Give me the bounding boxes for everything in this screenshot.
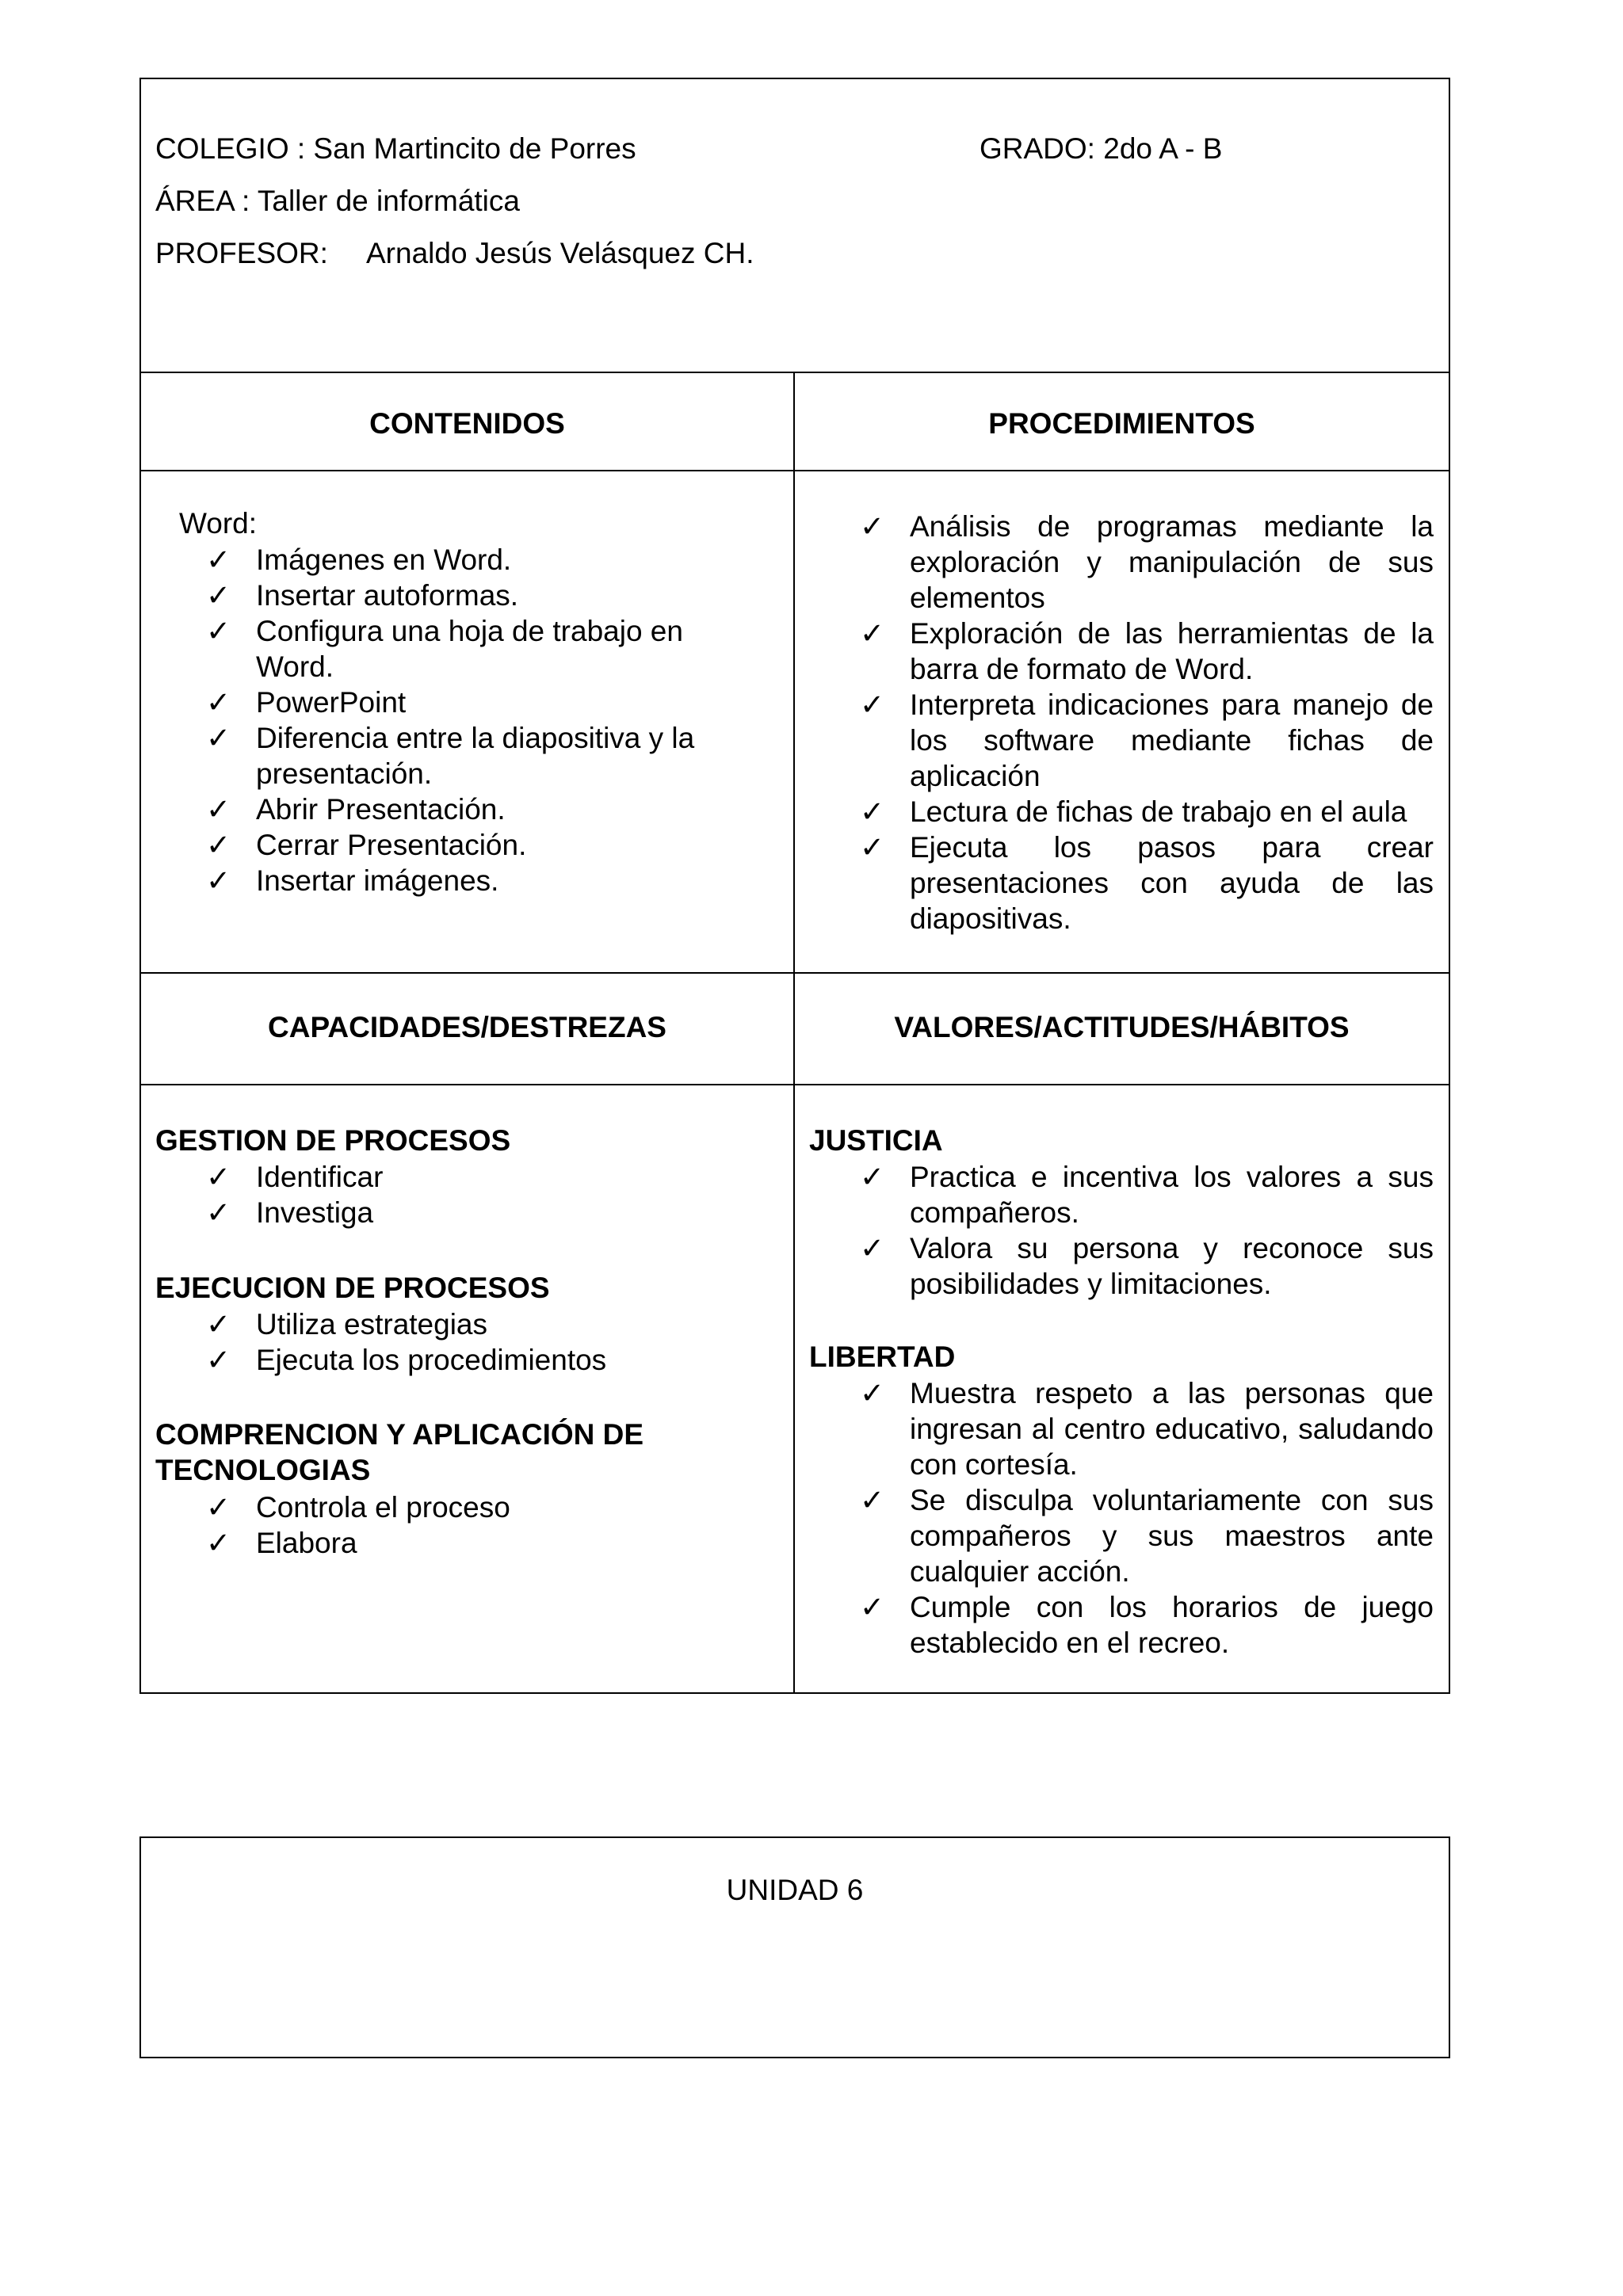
profesor-label: PROFESOR: <box>155 237 328 269</box>
capacidades-list-gestion <box>206 1159 729 1230</box>
section-title: GESTION DE PROCESOS <box>155 1124 511 1157</box>
check-icon: ✓ <box>206 793 231 826</box>
list-item: ✓ Configura una hoja de trabajo en Word. <box>206 615 683 683</box>
list-item: ✓ Se disculpa voluntariamente con sus compañeros y sus maestros ante cualquier acción. <box>860 1484 1434 1588</box>
row-divider-headings-2 <box>139 1084 1450 1085</box>
valores-heading: VALORES/ACTITUDES/HÁBITOS <box>894 1011 1350 1043</box>
procedimientos-heading: PROCEDIMIENTOS <box>988 407 1255 440</box>
check-icon: ✓ <box>206 1491 231 1524</box>
list-item: ✓ Elabora <box>206 1527 357 1559</box>
capacidades-list-ejecucion <box>206 1306 729 1378</box>
list-item: ✓ Valora su persona y reconoce sus posibilidades y limitaciones. <box>860 1232 1434 1300</box>
colegio-label: COLEGIO : San Martincito de Porres <box>155 132 636 165</box>
check-icon: ✓ <box>206 1196 231 1229</box>
list-item: ✓ Ejecuta los procedimientos <box>206 1344 607 1376</box>
valores-list-justicia <box>860 1159 1434 1302</box>
contenidos-list <box>206 542 729 898</box>
list-item: ✓ Cerrar Presentación. <box>206 829 527 861</box>
check-icon: ✓ <box>206 1344 231 1376</box>
area-label: ÁREA : Taller de informática <box>155 185 520 217</box>
check-icon: ✓ <box>860 617 885 650</box>
row-divider-content-1 <box>139 972 1450 974</box>
check-icon: ✓ <box>206 1308 231 1341</box>
check-icon: ✓ <box>206 864 231 897</box>
check-icon: ✓ <box>860 1591 885 1623</box>
list-item: ✓ Diferencia entre la diapositiva y la presentación. <box>206 722 695 790</box>
check-icon: ✓ <box>206 543 231 576</box>
check-icon: ✓ <box>860 831 885 864</box>
check-icon: ✓ <box>206 829 231 861</box>
check-icon: ✓ <box>206 615 231 647</box>
check-icon: ✓ <box>206 579 231 612</box>
list-item: ✓ Ejecuta los pasos para crear presentaciones con ayuda de las diapositivas. <box>860 831 1434 935</box>
capacidades-list-comprencion <box>206 1489 729 1561</box>
section-title: EJECUCION DE PROCESOS <box>155 1272 550 1304</box>
list-item: ✓ Utiliza estrategias <box>206 1308 488 1341</box>
capacidades-heading: CAPACIDADES/DESTREZAS <box>268 1011 666 1043</box>
unidad-title: UNIDAD 6 <box>726 1874 864 1906</box>
section-title: LIBERTAD <box>809 1341 956 1373</box>
list-item: ✓ Insertar autoformas. <box>206 579 519 612</box>
list-item: ✓ Lectura de fichas de trabajo en el aula <box>860 795 1407 828</box>
grado-label: GRADO: 2do A - B <box>980 132 1223 165</box>
check-icon: ✓ <box>860 1377 885 1409</box>
list-item: ✓ Abrir Presentación. <box>206 793 506 826</box>
unidad-box <box>139 1836 1450 2058</box>
contenidos-heading: CONTENIDOS <box>369 407 565 440</box>
list-item: ✓ Practica e incentiva los valores a sus compañeros. <box>860 1161 1434 1229</box>
check-icon: ✓ <box>860 1484 885 1516</box>
check-icon: ✓ <box>860 688 885 721</box>
valores-list-libertad <box>860 1375 1434 1661</box>
profesor-name: Arnaldo Jesús Velásquez CH. <box>366 237 754 269</box>
row-divider-header <box>139 372 1450 373</box>
row-divider-headings-1 <box>139 470 1450 471</box>
list-item: ✓ Interpreta indicaciones para manejo de los software mediante fichas de aplicación <box>860 688 1434 792</box>
list-item: ✓ PowerPoint <box>206 686 407 719</box>
check-icon: ✓ <box>860 1232 885 1264</box>
list-item: ✓ Investiga <box>206 1196 374 1229</box>
list-item: ✓ Muestra respeto a las personas que ingresan al centro educativo, saludando con cortesía. <box>860 1377 1434 1481</box>
section-title: JUSTICIA <box>809 1124 943 1157</box>
list-item: ✓ Cumple con los horarios de juego establecido en el recreo. <box>860 1591 1434 1659</box>
check-icon: ✓ <box>206 686 231 719</box>
check-icon: ✓ <box>860 510 885 543</box>
list-item: ✓ Imágenes en Word. <box>206 543 512 576</box>
procedimientos-list <box>860 509 1434 936</box>
list-item: ✓ Identificar <box>206 1161 384 1193</box>
check-icon: ✓ <box>206 1161 231 1193</box>
check-icon: ✓ <box>860 795 885 828</box>
check-icon: ✓ <box>860 1161 885 1193</box>
check-icon: ✓ <box>206 1527 231 1559</box>
section-title: COMPRENCION Y APLICACIÓN DE TECNOLOGIAS <box>155 1418 644 1486</box>
check-icon: ✓ <box>206 722 231 754</box>
list-item: ✓ Insertar imágenes. <box>206 864 499 897</box>
contenidos-intro: Word: <box>179 507 258 540</box>
list-item: ✓ Análisis de programas mediante la exploración y manipulación de sus elementos <box>860 510 1434 614</box>
list-item: ✓ Exploración de las herramientas de la barra de formato de Word. <box>860 617 1434 685</box>
list-item: ✓ Controla el proceso <box>206 1491 510 1524</box>
